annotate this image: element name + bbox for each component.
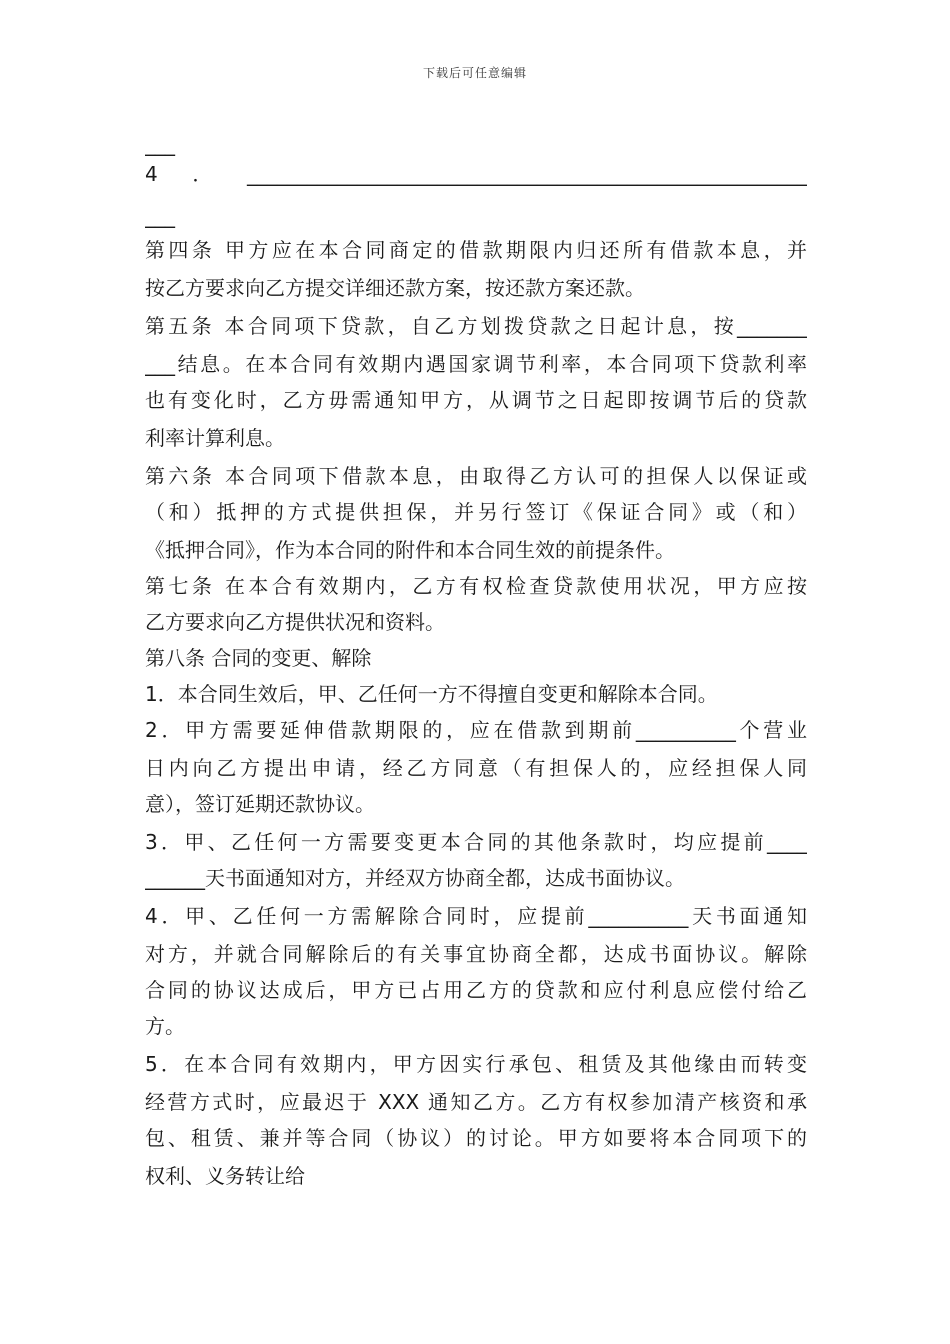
text-line: 方。 xyxy=(145,1014,185,1038)
text-line: 意），签订延期还款协议。 xyxy=(145,792,375,816)
text-line: 第五条 本合同项下贷款，自乙方划拨贷款之日起计息，按_______ xyxy=(145,314,807,338)
text-line: 《抵押合同》，作为本合同的附件和本合同生效的前提条件。 xyxy=(145,538,675,562)
text-line: 3．甲、乙任何一方需要变更本合同的其他条款时，均应提前____ xyxy=(145,830,807,854)
text-line: （和）抵押的方式提供担保，并另行签订《保证合同》或（和） xyxy=(145,500,807,524)
text-line: ___ xyxy=(145,204,175,228)
text-line: 利率计算利息。 xyxy=(145,426,285,450)
text-line: 2．甲方需要延伸借款期限的，应在借款到期前__________个营业 xyxy=(145,718,807,742)
text-line: 4．________________________________________________________ xyxy=(145,162,807,186)
text-line: 按乙方要求向乙方提交详细还款方案，按还款方案还款。 xyxy=(145,276,645,300)
text-line: 第四条 甲方应在本合同商定的借款期限内归还所有借款本息，并 xyxy=(145,238,807,262)
text-line: 1．本合同生效后，甲、乙任何一方不得擅自变更和解除本合同。 xyxy=(145,682,718,706)
text-line: 对方，并就合同解除后的有关事宜协商全都，达成书面协议。解除 xyxy=(145,942,807,966)
text-line: 5．在本合同有效期内，甲方因实行承包、租赁及其他缘由而转变 xyxy=(145,1052,807,1076)
text-line: 4．甲、乙任何一方需解除合同时，应提前__________天书面通知 xyxy=(145,904,807,928)
text-line: 合同的协议达成后，甲方已占用乙方的贷款和应付利息应偿付给乙 xyxy=(145,978,807,1002)
text-line: 第七条 在本合有效期内，乙方有权检查贷款使用状况，甲方应按 xyxy=(145,574,807,598)
text-line: 权利、义务转让给 xyxy=(145,1164,305,1188)
text-line: ___ xyxy=(145,132,175,156)
text-line: 也有变化时，乙方毋需通知甲方，从调节之日起即按调节后的贷款 xyxy=(145,388,807,412)
page-header-note: 下载后可任意编辑 xyxy=(422,66,527,80)
text-line: ___结息。在本合同有效期内遇国家调节利率，本合同项下贷款利率 xyxy=(145,352,807,376)
text-line: 第六条 本合同项下借款本息，由取得乙方认可的担保人以保证或 xyxy=(145,464,807,488)
text-line: 包、租赁、兼并等合同（协议）的讨论。甲方如要将本合同项下的 xyxy=(145,1126,807,1150)
text-line: ______天书面通知对方，并经双方协商全都，达成书面协议。 xyxy=(145,866,685,890)
text-line: 乙方要求向乙方提供状况和资料。 xyxy=(145,610,445,634)
text-line: 日内向乙方提出申请，经乙方同意（有担保人的，应经担保人同 xyxy=(145,756,807,780)
text-line: 经营方式时，应最迟于 XXX 通知乙方。乙方有权参加清产核资和承 xyxy=(145,1090,807,1114)
text-line: 第八条 合同的变更、解除 xyxy=(145,646,372,670)
